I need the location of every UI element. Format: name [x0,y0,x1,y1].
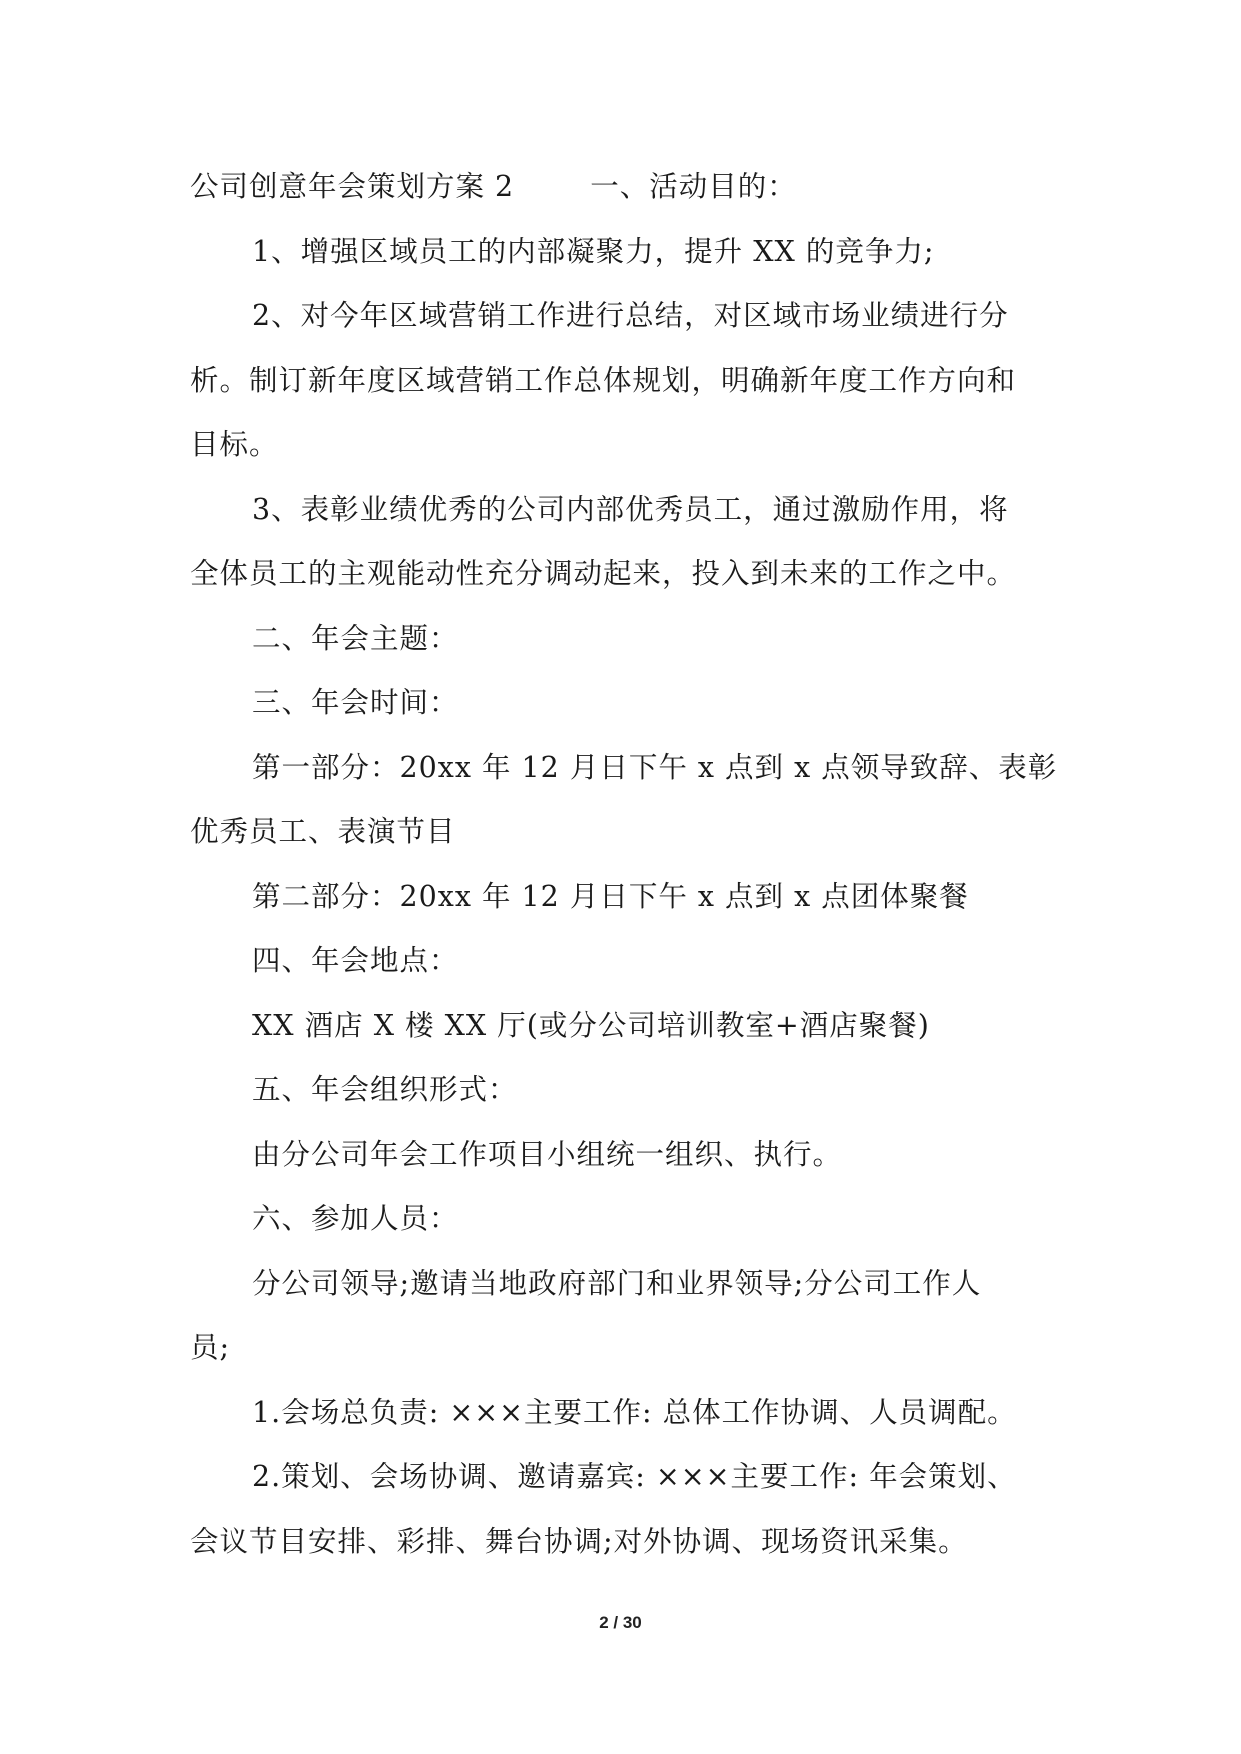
paragraph-line: 目标。 [190,428,279,461]
paragraph-line: 员; [190,1331,231,1364]
section-heading-4: 四、年会地点： [252,944,459,977]
paragraph-line: 1、增强区域员工的内部凝聚力，提升 XX 的竞争力; [252,234,935,268]
title-line [190,155,1070,220]
paragraph-line: 第一部分：20xx 年 12 月日下午 x 点到 x 点领导致辞、表彰 [252,750,1058,784]
paragraph-line: 优秀员工、表演节目 [190,815,456,848]
document-body [190,155,1070,1574]
document-title: 公司创意年会策划方案 2 [190,170,515,203]
page-number: 2 / 30 [599,1613,642,1632]
section-heading-6: 六、参加人员： [252,1202,459,1235]
paragraph-line: 2、对今年区域营销工作进行总结，对区域市场业绩进行分 [252,299,1009,332]
paragraph-line: 全体员工的主观能动性充分调动起来，投入到未来的工作之中。 [190,557,1017,590]
section-heading-1: 一、活动目的： [590,170,797,203]
paragraph-line: 由分公司年会工作项目小组统一组织、执行。 [252,1137,843,1171]
paragraph-line: 1.会场总负责: ×××主要工作: 总体工作协调、人员调配。 [252,1395,1017,1429]
paragraph-line: 析。制订新年度区域营销工作总体规划，明确新年度工作方向和 [190,363,1017,397]
paragraph-line: 第二部分：20xx 年 12 月日下午 x 点到 x 点团体聚餐 [252,879,969,913]
paragraph-line: 3、表彰业绩优秀的公司内部优秀员工，通过激励作用，将 [252,492,1009,526]
paragraph-line: 分公司领导;邀请当地政府部门和业界领导;分公司工作人 [252,1266,982,1300]
section-heading-2: 二、年会主题： [252,621,459,655]
paragraph-line: 2.策划、会场协调、邀请嘉宾: ×××主要工作: 年会策划、 [252,1460,1017,1493]
paragraph-line: 会议节目安排、彩排、舞台协调;对外协调、现场资讯采集。 [190,1524,968,1558]
paragraph-line: XX 酒店 X 楼 XX 厅(或分公司培训教室+酒店聚餐) [252,1008,930,1042]
section-heading-3: 三、年会时间： [252,686,459,719]
section-heading-5: 五、年会组织形式： [252,1073,518,1106]
